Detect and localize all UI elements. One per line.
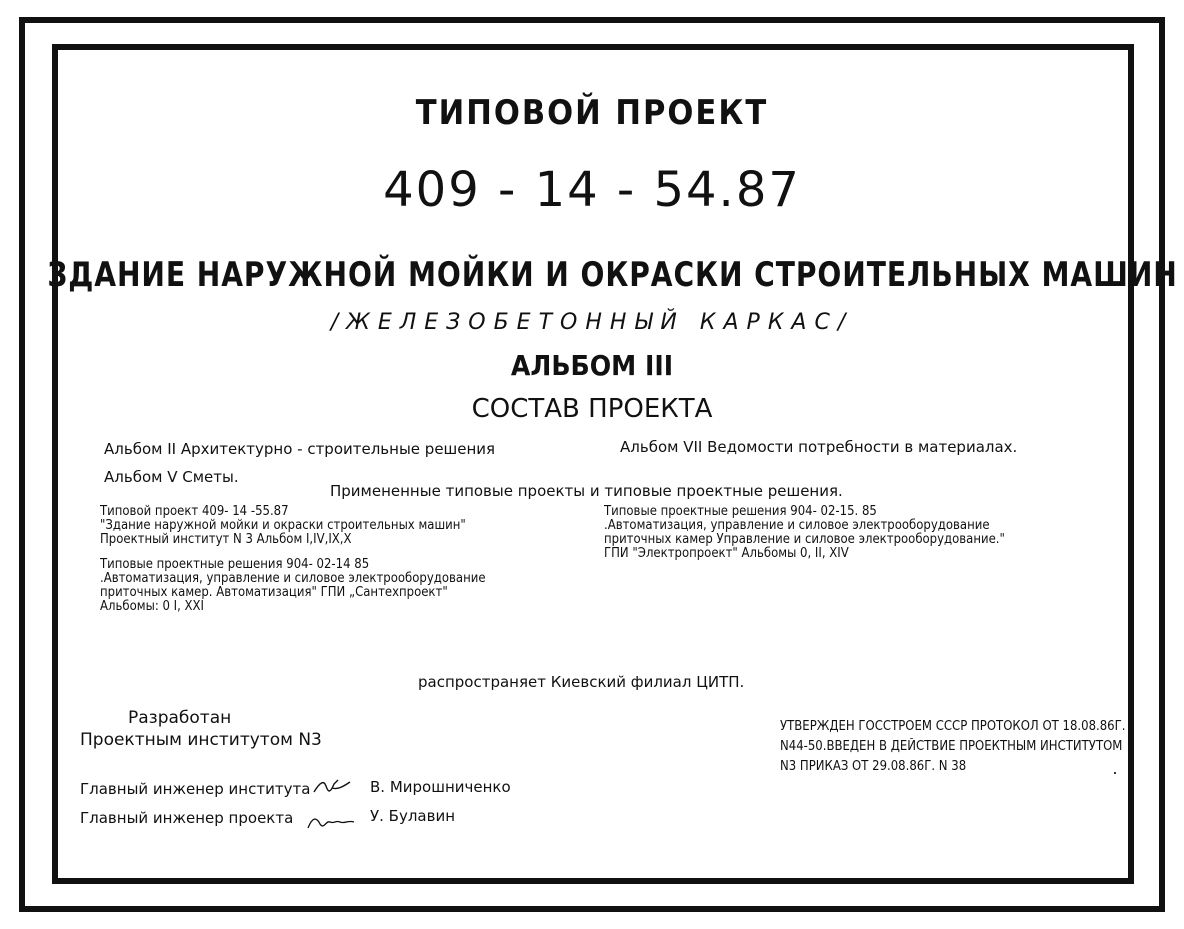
approval-line3: N3 ПРИКАЗ ОТ 29.08.86Г. N 38 [780,759,967,774]
album-ii-line: Альбом II Архитектурно - строительные решения [104,440,496,458]
chief-engineer-project-label: Главный инженер проекта [80,809,294,827]
ref-right-line3: приточных камер Управление и силовое электрооборудование." [604,532,1005,547]
ref-left2-line1: Типовые проектные решения 904- 02-14 85 [100,557,370,572]
album-v-line: Альбом V Сметы. [104,468,239,486]
project-code: 409 - 14 - 54.87 [383,162,801,218]
ref-left2-line4: Альбомы: 0 I, XXI [100,599,205,614]
ref-left1-line1: Типовой проект 409- 14 -55.87 [100,504,289,519]
album-number: АЛЬБОМ III [510,349,674,382]
chief-engineer-institute-label: Главный инженер института [80,780,311,798]
developer-line1: Разработан [128,708,232,728]
applied-heading: Примененные типовые проекты и типовые проектные решения. [330,482,843,500]
distributor-line: распространяет Киевский филиал ЦИТП. [418,673,745,691]
building-name: ЗДАНИЕ НАРУЖНОЙ МОЙКИ И ОКРАСКИ СТРОИТЕЛЬНЫХ МАШИН [47,255,1178,295]
ref-left1-line2: "Здание наружной мойки и окраски строительных машин" [100,518,466,533]
composition-heading: СОСТАВ ПРОЕКТА [471,394,713,424]
ref-right-line4: ГПИ "Электропроект" Альбомы 0, II, XIV [604,546,849,561]
approval-line1: УТВЕРЖДЕН ГОССТРОЕМ СССР ПРОТОКОЛ ОТ 18.08.86Г. [780,719,1126,734]
ref-left2-line3: приточных камер. Автоматизация" ГПИ „Сантехпроект" [100,585,448,600]
ref-right-line1: Типовые проектные решения 904- 02-15. 85 [604,504,877,519]
developer-line2: Проектным институтом N3 [80,730,322,750]
approval-line2: N44-50.ВВЕДЕН В ДЕЙСТВИЕ ПРОЕКТНЫМ ИНСТИТУТОМ [780,739,1123,754]
album-vii-line: Альбом VII Ведомости потребности в материалах. [620,438,1018,456]
ref-right-line2: .Автоматизация, управление и силовое электрооборудование [604,518,990,533]
project-type-title: ТИПОВОЙ ПРОЕКТ [415,93,769,133]
ref-left2-line2: .Автоматизация, управление и силовое электрооборудование [100,571,486,586]
signature-mark-2 [306,810,356,832]
chief-engineer-project-name: У. Булавин [370,807,456,825]
chief-engineer-institute-name: В. Мирошниченко [370,778,511,796]
ink-dot [1114,772,1116,774]
signature-mark-1 [312,776,352,798]
ref-left1-line3: Проектный институт N 3 Альбом I,IV,IX,X [100,532,352,547]
construction-subtitle: /ЖЕЛЕЗОБЕТОННЫЙ КАРКАС/ [330,310,854,335]
